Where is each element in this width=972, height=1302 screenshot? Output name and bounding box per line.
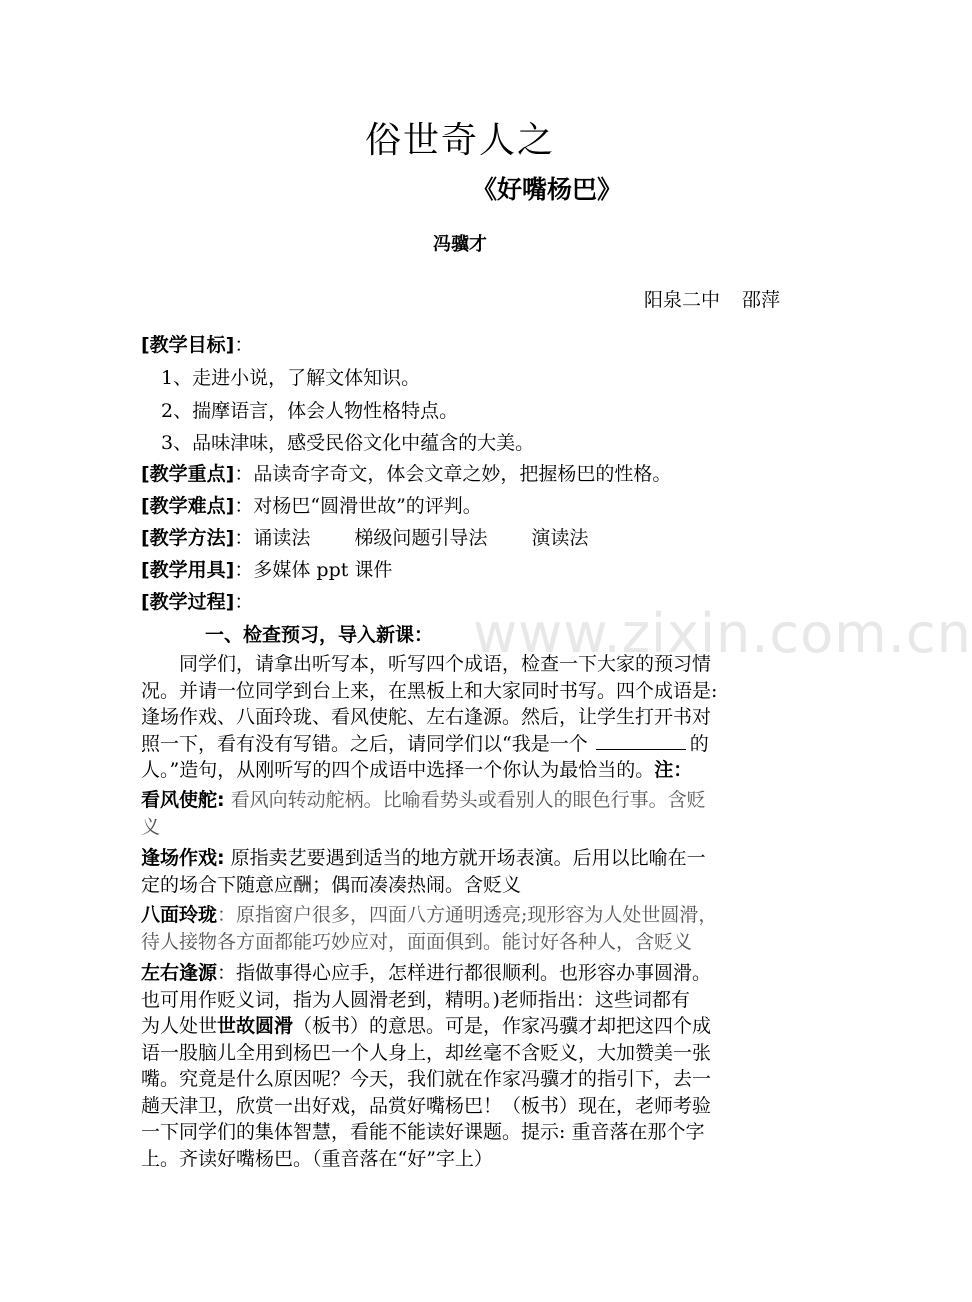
- definition-item: 逢场作戏: 原指卖艺要遇到适当的地方就开场表演。后用以比喻在一 定的场合下随意应酬；偶而凑凑热闹。含贬义: [141, 847, 706, 896]
- definition-term: 看风使舵:: [141, 789, 225, 811]
- fill-blank: [596, 731, 686, 750]
- process-heading: [教学过程]：: [141, 591, 254, 613]
- tools: [教学用具]：多媒体 ppt 课件: [141, 559, 393, 581]
- lesson-title: 《好嘴杨巴》: [472, 175, 623, 204]
- teacher-name: 邵萍: [741, 289, 780, 311]
- note-label: 注：: [654, 759, 693, 781]
- definition-item: 八面玲珑：原指窗户很多，四面八方通明透亮;现形容为人处世圆滑， 待人接物各方面都能巧妙应对，面面俱到。能讨好各种人，含贬义: [141, 904, 718, 953]
- objective-item: 3、品味津味，感受民俗文化中蕴含的大美。: [161, 432, 535, 454]
- objectives-label: [教学目标]: [141, 334, 235, 356]
- watermark: www.zixin.com.cn: [473, 602, 972, 665]
- intro-paragraph: 同学们，请拿出听写本，听写四个成语，检查一下大家的预习情 况。并请一位同学到台上来，在黑板上和大家同时书写。四个成语是: 逢场作戏、八面玲珑、看风使舵、左右逢源。然后，让学生打开书对 照一下，看有没有写错。之后，请同学们以“我是一个 的 人。”造句，从刚听写的四个成语中选择一个你认为最恰当的。注：: [141, 653, 718, 781]
- school-teacher: [644, 285, 780, 312]
- definition-term: 左右逢源: [141, 962, 218, 984]
- methods-label: [教学方法]: [141, 527, 235, 549]
- objective-item: 2、揣摩语言，体会人物性格特点。: [161, 400, 459, 422]
- method-item: 诵读法: [253, 527, 311, 549]
- definition-term: 逢场作戏:: [141, 847, 225, 869]
- closing-paragraph: 左右逢源：指做事得心应手，怎样进行都很顺利。也形容办事圆滑。 也可用作贬义词，指为人圆滑老到，精明。)老师指出：这些词都有 为人处世世故圆滑（板书）的意思。可是，作家冯骥才却把这四个成 语一股脑儿全用到杨巴一个人身上，却丝毫不含贬义，大加赞美一张 嘴。究竟是什么原因呢？今天，我们就在作家冯骥才的指引下，去一 趟天津卫，欣赏一出好戏，品赏好嘴杨巴！（板书）现在，老师考验 一下同学们的集体智慧，看能不能读好课题。提示: 重音落在那个字 上。齐读好嘴杨巴。（重音落在“好”字上）: [141, 962, 712, 1170]
- tools-label: [教学用具]: [141, 559, 235, 581]
- method-item: 梯级问题引导法: [354, 527, 488, 549]
- objectives-heading: [教学目标]：: [141, 334, 254, 356]
- objective-item: 1、走进小说，了解文体知识。: [161, 367, 421, 389]
- key-points: [教学重点]：品读奇字奇文，体会文章之妙，把握杨巴的性格。: [141, 463, 672, 485]
- author-name: 冯骥才: [433, 234, 487, 255]
- key-points-label: [教学重点]: [141, 463, 235, 485]
- definition-item: 看风使舵: 看风向转动舵柄。比喻看势头或看别人的眼色行事。含贬 义: [141, 789, 706, 838]
- page-title: 俗世奇人之: [364, 120, 555, 161]
- emphasis-text: 世故圆滑: [217, 1015, 294, 1037]
- process-label: [教学过程]: [141, 591, 235, 613]
- school-name: 阳泉二中: [643, 289, 720, 311]
- difficulty: [教学难点]：对杨巴“圆滑世故”的评判。: [141, 495, 482, 517]
- difficulty-label: [教学难点]: [141, 495, 235, 517]
- method-item: 演读法: [531, 527, 589, 549]
- methods: [教学方法]：诵读法 梯级问题引导法 演读法: [141, 527, 589, 549]
- section-heading: 一、检查预习，导入新课：: [205, 624, 434, 646]
- definition-term: 八面玲珑: [141, 904, 218, 926]
